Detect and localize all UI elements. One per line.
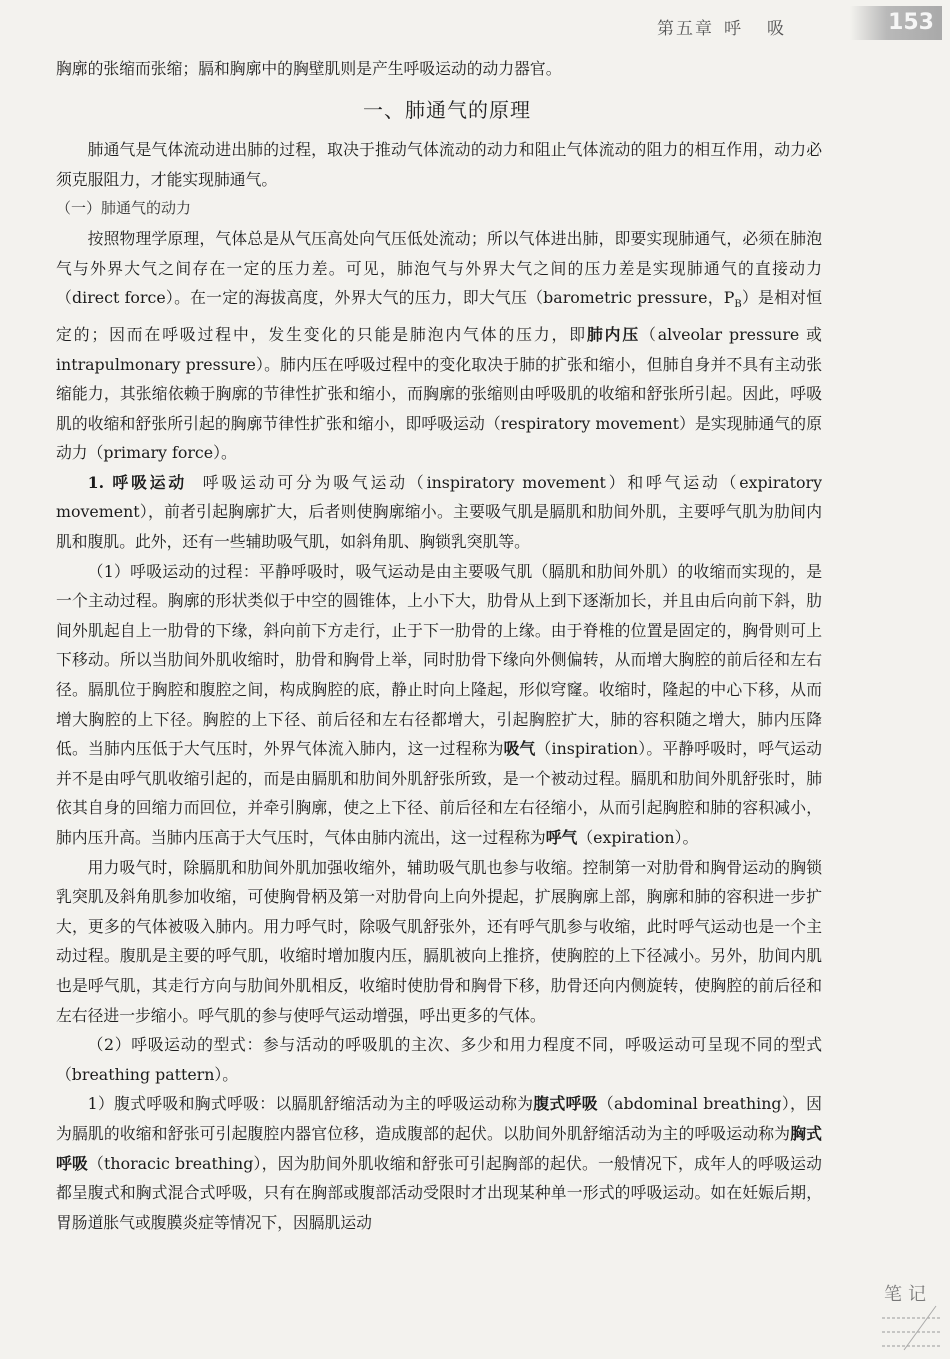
notes-lines-icon [874,1300,944,1355]
chapter-heading [657,14,810,39]
chapter-label: 第五章 [657,19,714,39]
paragraph-5: 用力吸气时，除膈肌和肋间外肌加强收缩外，辅助吸气肌也参与收缩。控制第一对肋骨和胸骨运动的胸锁乳突肌及斜角肌参加收缩，可使胸骨柄及第一对肋骨向上向外提起，扩展胸廓上部，胸廓和肺的容积进一步扩大，更多的气体被吸入肺内。用力呼气时，除吸气肌舒张外，还有呼气肌参与收缩，此时呼气运动也是一个主动过程。腹肌是主要的呼气肌，收缩时增加腹内压，膈肌被向上推挤，使胸腔的上下径减小。另外，肋间内肌也是呼气肌，其走行方向与肋间外肌相反，收缩时使肋骨和胸骨下移，肋骨还向内侧旋转，使胸腔的前后径和左右径进一步缩小。呼气肌的参与使呼气运动增强，呼出更多的气体。 [56,857,822,1025]
paragraph-3-text: 呼吸运动可分为吸气运动（inspiratory movement）和呼气运动（expiratory movement），前者引起胸廓扩大，后者则使胸廓缩小。主要吸气肌是膈肌和肋间外肌，主要呼气肌为肋间内肌和腹肌。此外，还有一些辅助吸气肌，如斜角肌、胸锁乳突肌等。 [56,472,822,552]
paragraph-7-text-a: 1）腹式呼吸和胸式呼吸：以膈肌舒缩活动为主的呼吸运动称为 [87,1094,534,1114]
paragraph-4 [56,557,822,853]
paragraph-7-text-c: （thoracic breathing），因为肋间外肌收缩和舒张可引起胸部的起伏。一般情况下，成年人的呼吸运动都呈腹式和胸式混合式呼吸，只有在胸部或腹部活动受限时才出现某种单一形式的呼吸运动。如在妊娠后期，胃肠道胀气或腹膜炎症等情况下，因膈肌运动 [56,1153,822,1232]
paragraph-3 [56,468,822,557]
paragraph-1: 肺通气是气体流动进出肺的过程，取决于推动气体流动的动力和阻止气体流动的阻力的相互作用，动力必须克服阻力，才能实现肺通气。 [56,140,822,189]
paragraph-2-text-b: ）是相对恒定的；因而在呼吸过程中，发生变化的只能是肺泡内气体的压力，即 [56,288,822,344]
main-text [56,54,822,1237]
chapter-title: 呼吸 [724,19,810,39]
notes-label: 笔记 [884,1284,932,1305]
paragraph-4-text-a: （1）呼吸运动的过程：平静呼吸时，吸气运动是由主要吸气肌（膈肌和肋间外肌）的收缩而实现的，是一个主动过程。胸廓的形状类似于中空的圆锥体，上小下大，肋骨从上到下逐渐加长，并且由后向前下斜，肋间外肌起自上一肋骨的下缘，斜向前下方走行，止于下一肋骨的上缘。由于脊椎的位置是固定的，胸骨则可上下移动。所以当肋间外肌收缩时，肋骨和胸骨上举，同时肋骨下缘向外侧偏转，从而增大胸腔的前后径和左右径。膈肌位于胸腔和腹腔之间，构成胸腔的底，静止时向上隆起，形似穹窿。收缩时，隆起的中心下移，从而增大胸腔的上下径。胸腔的上下径、前后径和左右径都增大，引起胸腔扩大，肺的容积随之增大，肺内压降低。当肺内压低于大气压时，外界气体流入肺内，这一过程称为 [56,561,822,759]
term-expiration: 呼气 [545,828,578,847]
page-number: 153 [850,6,942,40]
term-thoracic-breathing: 胸式呼吸 [56,1123,822,1173]
term-alveolar-pressure: 肺内压 [586,324,641,344]
heading-respiratory-movement: 1. 呼吸运动 [87,472,188,492]
paragraph-7 [56,1089,822,1237]
intro-line: 胸廓的张缩而张缩；膈和胸廓中的胸壁肌则是产生呼吸运动的动力器官。 [56,59,562,78]
paragraph-6: （2）呼吸运动的型式：参与活动的呼吸肌的主次、多少和用力程度不同，呼吸运动可呈现不同的型式（breathing pattern）。 [56,1035,822,1084]
term-inspiration: 吸气 [503,739,536,759]
paragraph-2-text-a: 按照物理学原理，气体总是从气压高处向气压低处流动；所以气体进出肺，即要实现肺通气，必须在肺泡气与外界大气之间存在一定的压力差。可见，肺泡气与外界大气之间的压力差是实现肺通气的直接动力（direct force）。在一定的海拔高度，外界大气的压力，即大气压（barometric pressure，P [56,228,822,308]
pressure-subscript: B [734,299,742,311]
subsection-title: （一）肺通气的动力 [56,199,192,218]
paragraph-2 [56,224,822,468]
section-title: 一、肺通气的原理 [363,97,531,122]
paragraph-4-text-c: （expiration）。 [577,828,699,847]
paragraph-4-text-b: （inspiration）。平静呼吸时，呼气运动并不是由呼气肌收缩引起的，而是由膈肌和肋间外肌舒张所致，是一个被动过程。膈肌和肋间外肌舒张时，肺依其自身的回缩力而回位，并牵引胸廓，使之上下径、前后径和左右径缩小，从而引起胸腔和肺的容积减小，肺内压升高。当肺内压高于大气压时，气体由肺内流出，这一过程称为 [56,739,822,847]
paragraph-7-text-b: （abdominal breathing），因为膈肌的收缩和舒张可引起腹腔内器官位移，造成腹部的起伏。以肋间外肌舒缩活动为主的呼吸运动称为 [56,1094,822,1143]
term-abdominal-breathing: 腹式呼吸 [533,1094,598,1114]
paragraph-2-text-c: （alveolar pressure 或 intrapulmonary pressure）。肺内压在呼吸过程中的变化取决于肺的扩张和缩小，但肺自身并不具有主动张缩能力，其张缩依赖于胸廓的节律性扩张和缩小，而胸廓的张缩则由呼吸肌的收缩和舒张所引起。因此，呼吸肌的收缩和舒张所引起的胸廓节律性扩张和缩小，即呼吸运动（respiratory movement）是实现肺通气的原动力（primary force）。 [56,324,822,463]
page-header [560,6,950,42]
